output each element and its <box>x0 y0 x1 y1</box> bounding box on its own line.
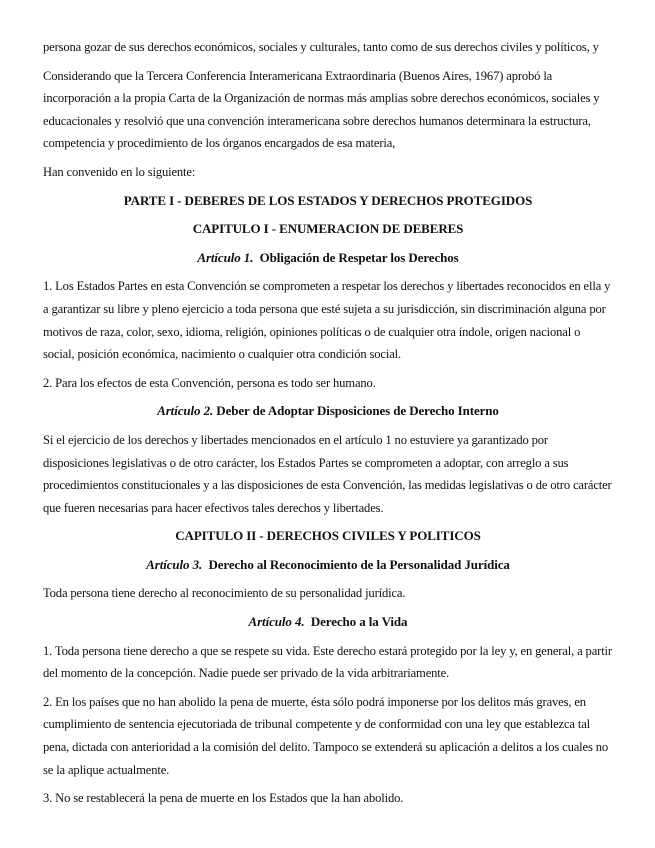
article-1-number: Artículo 1. <box>197 249 254 265</box>
article-2-title: Deber de Adoptar Disposiciones de Derecho Interno <box>216 403 499 419</box>
article-2-number: Artículo 2. <box>157 403 214 419</box>
article-1-title: Obligación de Respetar los Derechos <box>259 249 459 265</box>
article-1-heading <box>43 247 613 270</box>
paragraph-considerando: Considerando que la Tercera Conferencia Interamericana Extraordinaria (Buenos Aires, 1967) aprobó la incorporación a la propia Carta de la Organización de normas más amplias sobre derechos económicos, sociales y educacionales y resolvió que una convención interamericana sobre derechos humanos determinara la estructura, competencia y procedimiento de los órganos encargados de esa materia, <box>43 68 600 151</box>
article-3-number: Artículo 3. <box>146 556 203 572</box>
article-4-paragraph-2: 2. En los países que no han abolido la pena de muerte, ésta sólo podrá imponerse por los delitos más graves, en cumplimiento de sentencia ejecutoriada de tribunal competente y de conformidad con una ley que establezca tal pena, dictada con anterioridad a la comisión del delito. Tampoco se extenderá su aplicación a delitos a los cuales no se la aplique actualmente. <box>43 694 608 777</box>
part-heading: PARTE I - DEBERES DE LOS ESTADOS Y DERECHOS PROTEGIDOS <box>123 192 533 208</box>
document-page <box>43 36 613 816</box>
article-4-title: Derecho a la Vida <box>310 614 408 630</box>
article-2-paragraph: Si el ejercicio de los derechos y libertades mencionados en el artículo 1 no estuviere ya garantizado por disposiciones legislativas o de otro carácter, los Estados Partes se comprometen a adoptar, con arreglo a sus procedimientos constitucionales y a las disposiciones de esta Convención, las medidas legislativas o de otro carácter que fueren necesarias para hacer efectivos tales derechos y libertades. <box>43 432 612 515</box>
article-4-heading <box>43 611 613 634</box>
article-3-title: Derecho al Reconocimiento de la Personalidad Jurídica <box>208 556 510 572</box>
article-3-paragraph: Toda persona tiene derecho al reconocimiento de su personalidad jurídica. <box>43 586 406 601</box>
article-3-heading <box>43 554 613 577</box>
article-1-paragraph-2: 2. Para los efectos de esta Convención, persona es todo ser humano. <box>43 375 376 390</box>
paragraph-preamble-end: persona gozar de sus derechos económicos, sociales y culturales, tanto como de sus derechos civiles y políticos, y <box>43 40 599 54</box>
article-4-number: Artículo 4. <box>248 614 305 630</box>
article-4-paragraph-1: 1. Toda persona tiene derecho a que se respete su vida. Este derecho estará protegido por la ley y, en general, a partir del momento de la concepción. Nadie puede ser privado de la vida arbitrariamente. <box>43 643 612 681</box>
article-1-paragraph-1: 1. Los Estados Partes en esta Convención se comprometen a respetar los derechos y libertades reconocidos en ella y a garantizar su libre y pleno ejercicio a toda persona que esté sujeta a su jurisdicción, sin discriminación alguna por motivos de raza, color, sexo, idioma, religión, opiniones políticas o de cualquier otra índole, origen nacional o social, posición económica, nacimiento o cualquier otra condición social. <box>43 279 611 362</box>
chapter-heading-1: CAPITULO I - ENUMERACION DE DEBERES <box>192 221 464 237</box>
article-2-heading <box>43 400 613 423</box>
chapter-heading-2: CAPITULO II - DERECHOS CIVILES Y POLITICOS <box>175 528 481 544</box>
article-4-paragraph-3: 3. No se restablecerá la pena de muerte en los Estados que la han abolido. <box>43 791 404 806</box>
paragraph-han-convenido: Han convenido en lo siguiente: <box>43 164 196 179</box>
